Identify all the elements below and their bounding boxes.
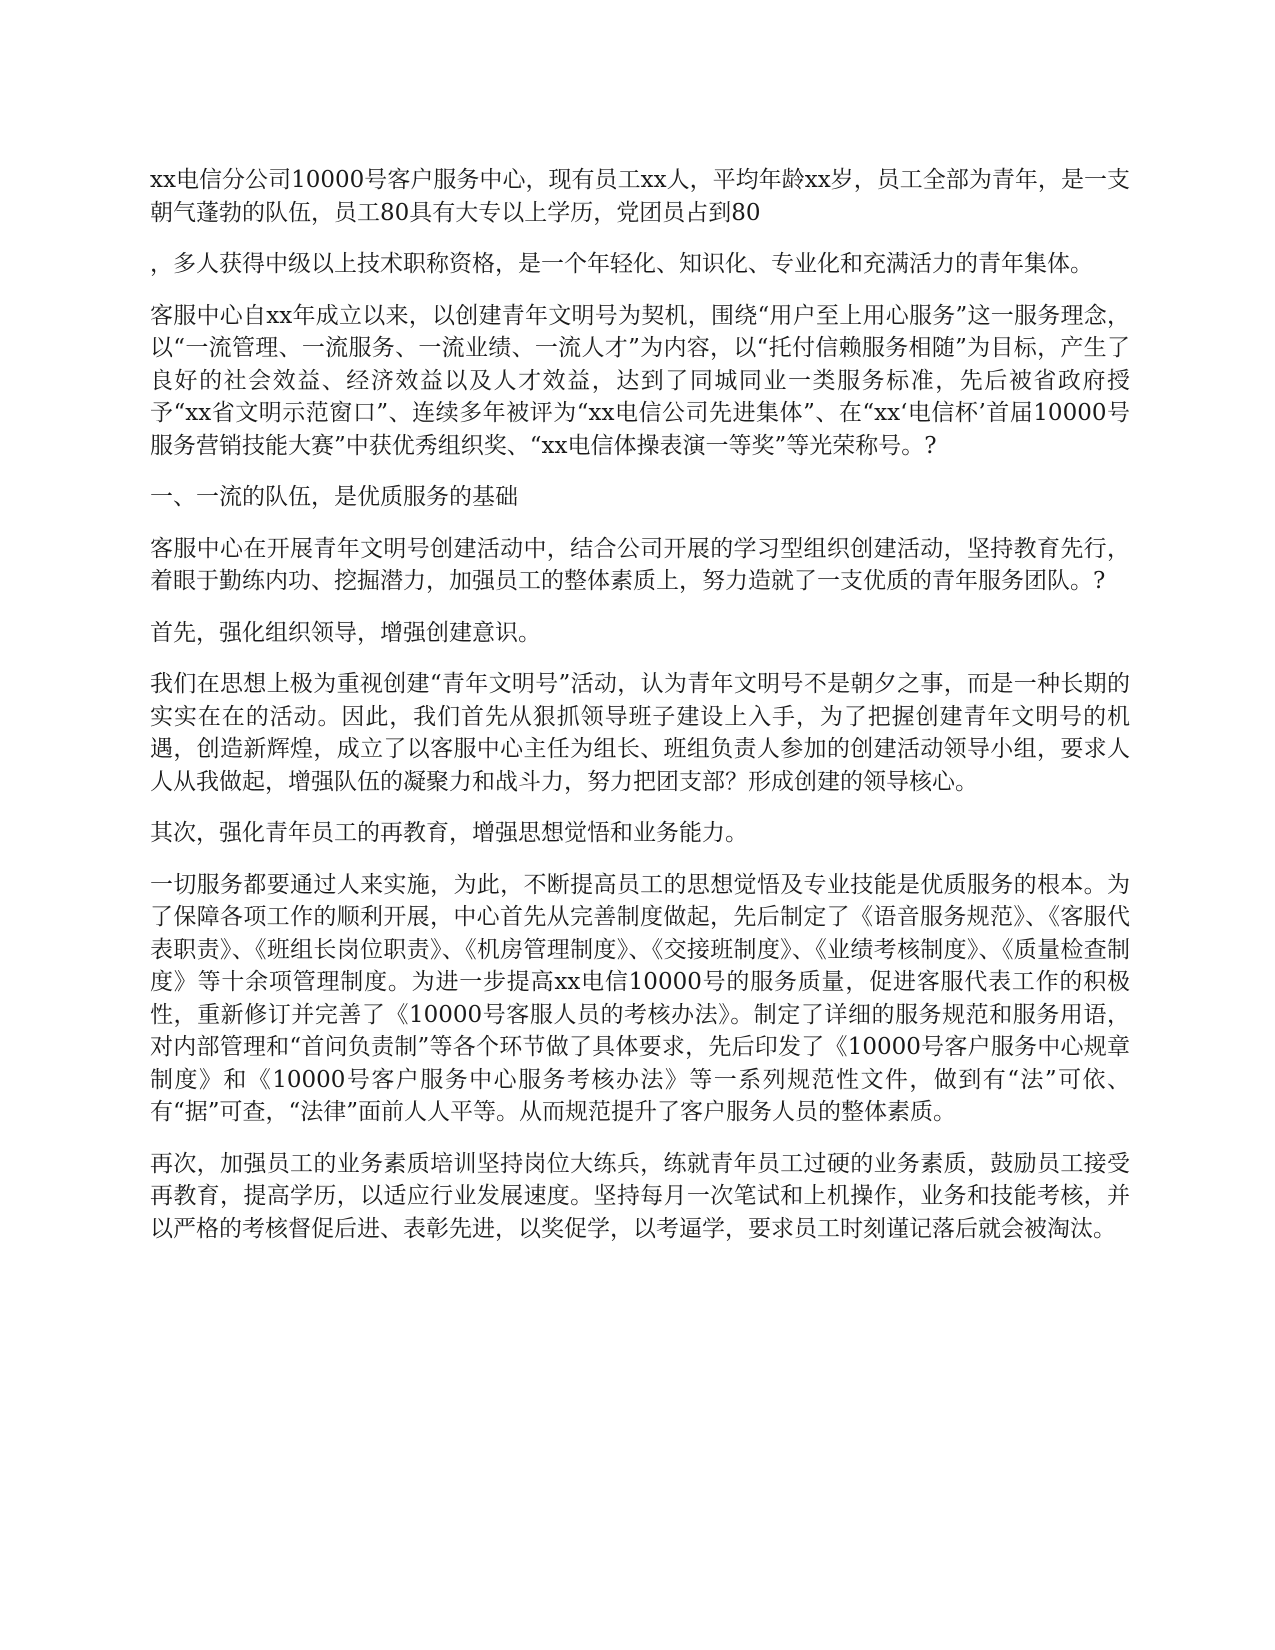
section-heading-team: 一、一流的队伍，是优质服务的基础 bbox=[150, 484, 518, 510]
subheading-second: 其次，强化青年员工的再教育，增强思想觉悟和业务能力。 bbox=[150, 820, 748, 846]
paragraph-achievements: 客服中心自xx年成立以来，以创建青年文明号为契机，围绕“用户至上用心服务”这一服务理念，以“一流管理、一流服务、一流业绩、一流人才”为内容，以“托付信赖服务相随”为目标，产生了良好的社会效益、经济效益以及人才效益，达到了同城同业一类服务标准，先后被省政府授予“xx省文明示范窗口”、连续多年被评为“xx电信公司先进集体”、在“xx‘电信杯’首届10000号服务营销技能大赛”中获优秀组织奖、“xx电信体操表演一等奖”等光荣称号。? bbox=[150, 302, 1130, 459]
subheading-first: 首先，强化组织领导，增强创建意识。 bbox=[150, 619, 541, 646]
paragraph-leadership: 我们在思想上极为重视创建“青年文明号”活动，认为青年文明号不是朝夕之事，而是一种长期的实实在在的活动。因此，我们首先从狠抓领导班子建设上入手，为了把握创建青年文明号的机遇，创造新辉煌，成立了以客服中心主任为组长、班组负责人参加的创建活动领导小组，要求人人从我做起，增强队伍的凝聚力和战斗力，努力把团支部？形成创建的领导核心。 bbox=[150, 671, 1130, 795]
paragraph-training: 再次，加强员工的业务素质培训坚持岗位大练兵，练就青年员工过硬的业务素质，鼓励员工接受再教育，提高学历，以适应行业发展速度。坚持每月一次笔试和上机操作，业务和技能考核，并以严格的考核督促后进、表彰先进，以奖促学，以考逼学，要求员工时刻谨记落后就会被淘汰。 bbox=[150, 1150, 1130, 1242]
paragraph-intro: xx电信分公司10000号客户服务中心，现有员工xx人，平均年龄xx岁，员工全部为青年，是一支朝气蓬勃的队伍，员工80具有大专以上学历，党团员占到80 bbox=[150, 167, 1130, 226]
paragraph-team-building: 客服中心在开展青年文明号创建活动中，结合公司开展的学习型组织创建活动，坚持教育先行，着眼于勤练内功、挖掘潜力，加强员工的整体素质上，努力造就了一支优质的青年服务团队。? bbox=[150, 535, 1130, 594]
document-page bbox=[150, 164, 1130, 1264]
paragraph-intro-continued: ，多人获得中级以上技术职称资格，是一个年轻化、知识化、专业化和充满活力的青年集体。 bbox=[150, 251, 1093, 277]
paragraph-regulations: 一切服务都要通过人来实施，为此，不断提高员工的思想觉悟及专业技能是优质服务的根本。为了保障各项工作的顺利开展，中心首先从完善制度做起，先后制定了《语音服务规范》、《客服代表职责》、《班组长岗位职责》、《机房管理制度》、《交接班制度》、《业绩考核制度》、《质量检查制度》等十余项管理制度。为进一步提高xx电信10000号的服务质量，促进客服代表工作的积极性，重新修订并完善了《10000号客服人员的考核办法》。制定了详细的服务规范和服务用语，对内部管理和“首问负责制”等各个环节做了具体要求，先后印发了《10000号客户服务中心规章制度》和《10000号客户服务中心服务考核办法》等一系列规范性文件，做到有“法”可依、有“据”可查，“法律”面前人人平等。从而规范提升了客户服务人员的整体素质。 bbox=[150, 871, 1130, 1125]
